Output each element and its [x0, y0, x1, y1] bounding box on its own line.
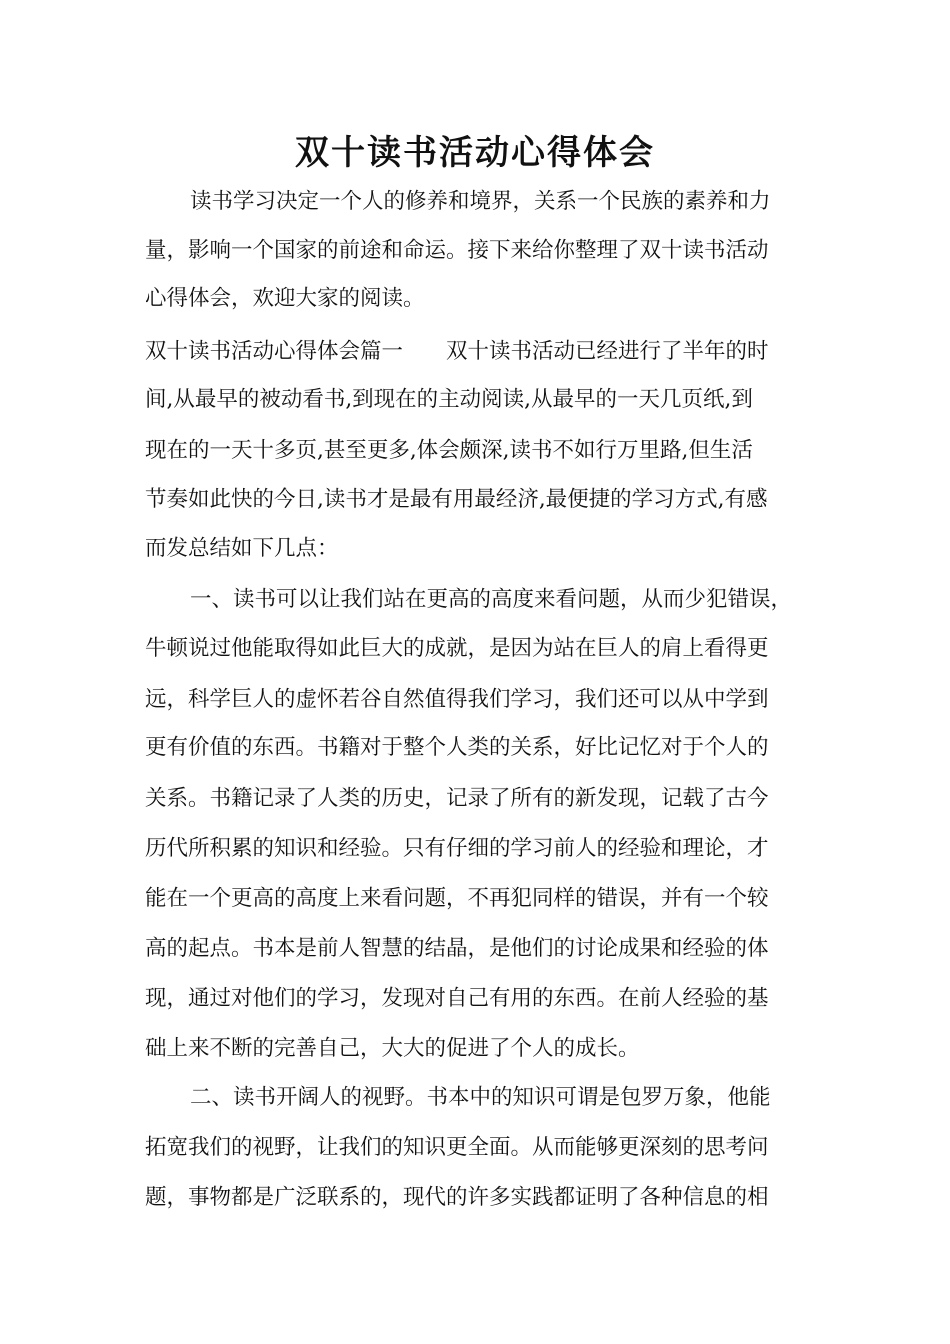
text-line: 牛顿说过他能取得如此巨大的成就，是因为站在巨人的肩上看得更 — [145, 636, 769, 661]
text-line: 题，事物都是广泛联系的，现代的许多实践都证明了各种信息的相 — [145, 1185, 769, 1210]
text-line: 读书学习决定一个人的修养和境界，关系一个民族的素养和力 — [190, 189, 771, 214]
text-line: 拓宽我们的视野，让我们的知识更全面。从而能够更深刻的思考问 — [145, 1135, 769, 1160]
text-line: 而发总结如下几点： — [145, 536, 339, 561]
text-line: 节奏如此快的今日,读书才是最有用最经济,最便捷的学习方式,有感 — [145, 487, 768, 512]
text-line: 现在的一天十多页,甚至更多,体会颇深,读书不如行万里路,但生活 — [145, 438, 753, 463]
text-line: 心得体会，欢迎大家的阅读。 — [145, 286, 425, 311]
text-line: 间,从最早的被动看书,到现在的主动阅读,从最早的一天几页纸,到 — [145, 387, 753, 412]
text-line: 关系。书籍记录了人类的历史，记录了所有的新发现，记载了古今 — [145, 786, 769, 811]
text-line: 能在一个更高的高度上来看问题，不再犯同样的错误，并有一个较 — [145, 886, 769, 911]
text-line: 一、读书可以让我们站在更高的高度来看问题，从而少犯错误， — [190, 587, 793, 612]
document-title: 双十读书活动心得体会 — [295, 133, 655, 173]
text-line: 现，通过对他们的学习，发现对自己有用的东西。在前人经验的基 — [145, 986, 769, 1011]
text-line: 高的起点。书本是前人智慧的结晶，是他们的讨论成果和经验的体 — [145, 936, 769, 961]
text-line: 更有价值的东西。书籍对于整个人类的关系，好比记忆对于个人的 — [145, 735, 769, 760]
text-line: 二、读书开阔人的视野。书本中的知识可谓是包罗万象，他能 — [190, 1085, 771, 1110]
text-line: 量，影响一个国家的前途和命运。接下来给你整理了双十读书活动 — [145, 238, 769, 263]
text-line: 础上来不断的完善自己，大大的促进了个人的成长。 — [145, 1036, 640, 1061]
text-line: 历代所积累的知识和经验。只有仔细的学习前人的经验和理论，才 — [145, 836, 769, 861]
text-line: 双十读书活动心得体会篇一 双十读书活动已经进行了半年的时 — [145, 339, 769, 364]
text-line: 远，科学巨人的虚怀若谷自然值得我们学习，我们还可以从中学到 — [145, 687, 769, 712]
